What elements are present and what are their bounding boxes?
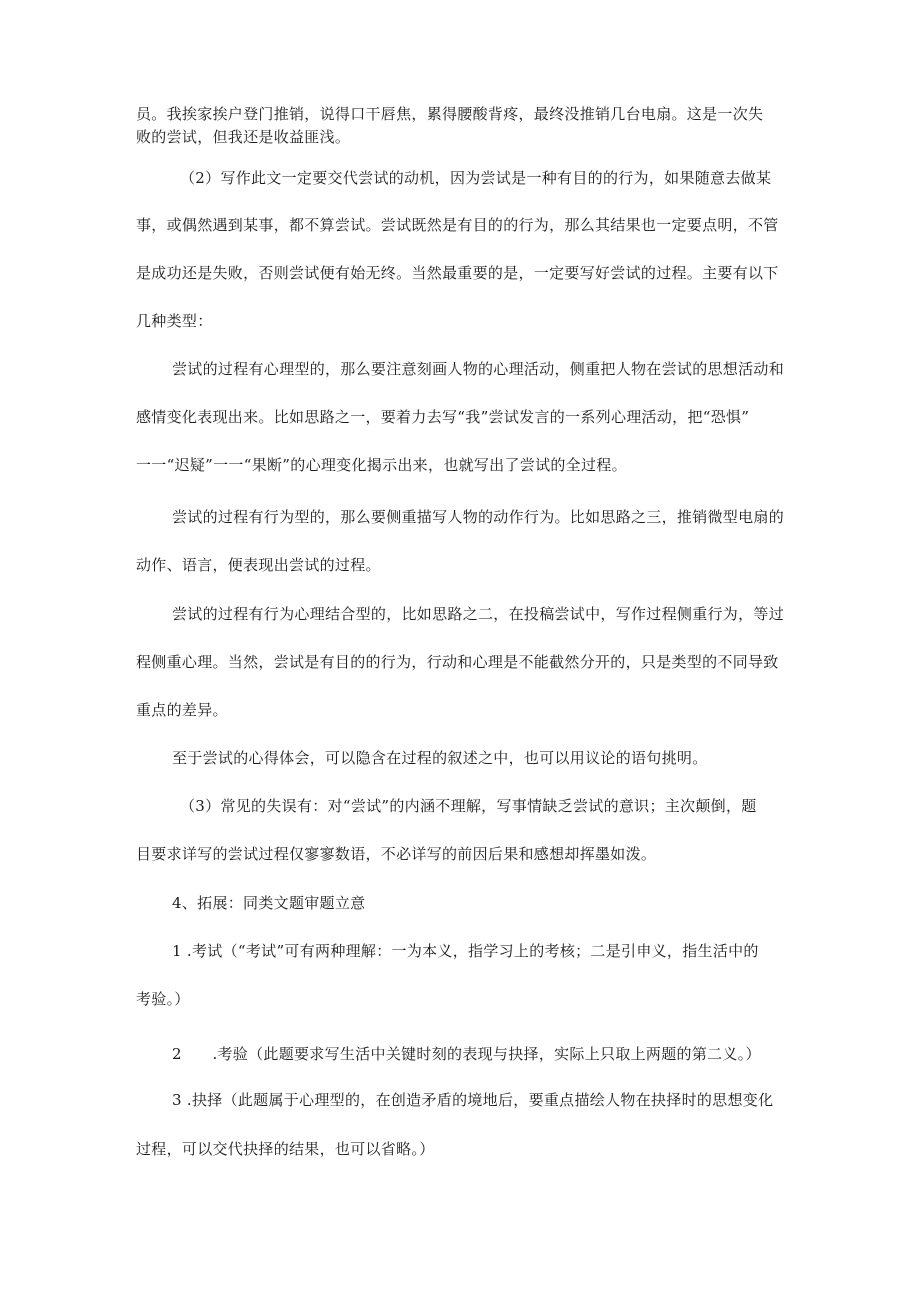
text-line: 尝试的过程有心理型的，那么要注意刻画人物的心理活动，侧重把人物在尝试的思想活动和 bbox=[172, 360, 785, 378]
text-line: 动作、语言，便表现出尝试的过程。 bbox=[136, 556, 381, 574]
list-item: 1 .考试（“考试”可有两种理解：一为本义，指学习上的考核；二是引申义，指生活中的 bbox=[172, 942, 759, 960]
text-line: 考验。） bbox=[136, 990, 190, 1008]
text-line: 员。我挨家挨户登门推销，说得口干唇焦，累得腰酸背疼，最终没推销几台电扇。这是一次失 bbox=[136, 105, 764, 123]
text-line: 尝试的过程有行为型的，那么要侧重描写人物的动作行为。比如思路之三，推销微型电扇的 bbox=[172, 508, 785, 526]
list-item: 3 .抉择（此题属于心理型的，在创造矛盾的境地后，要重点描绘人物在抉择时的思想变化 bbox=[172, 1091, 774, 1109]
text-line: 一一“迟疑”一一“果断”的心理变化揭示出来，也就写出了尝试的全过程。 bbox=[136, 456, 627, 474]
list-item: 2 .考验（此题要求写生活中关键时刻的表现与抉择，实际上只取上两题的第二义。） bbox=[172, 1045, 761, 1063]
text-line: 事，或偶然遇到某事，都不算尝试。尝试既然是有目的的行为，那么其结果也一定要点明，不管 bbox=[136, 216, 779, 234]
text-line: 重点的差异。 bbox=[136, 701, 228, 719]
text-line: 败的尝试，但我还是收益匪浅。 bbox=[136, 128, 351, 146]
text-line: 至于尝试的心得体会，可以隐含在过程的叙述之中，也可以用议论的语句挑明。 bbox=[172, 749, 708, 767]
text-line: 过程，可以交代抉择的结果，也可以省略。） bbox=[136, 1140, 435, 1158]
section-heading: 4、拓展：同类文题审题立意 bbox=[172, 894, 366, 912]
text-line: （3）常见的失误有：对“尝试”的内涵不理解，写事情缺乏尝试的意识；主次颠倒，题 bbox=[180, 797, 757, 815]
text-line: 目要求详写的尝试过程仅寥寥数语，不必详写的前因后果和感想却挥墨如泼。 bbox=[136, 845, 657, 863]
text-line: 感情变化表现出来。比如思路之一，要着力去写“我”尝试发言的一系列心理活动，把“恐惧” bbox=[136, 408, 750, 426]
text-line: 是成功还是失败，否则尝试便有始无终。当然最重要的是，一定要写好尝试的过程。主要有以下 bbox=[136, 264, 779, 282]
text-line: 程侧重心理。当然，尝试是有目的的行为，行动和心理是不能截然分开的，只是类型的不同导致 bbox=[136, 653, 779, 671]
text-line: 尝试的过程有行为心理结合型的，比如思路之二，在投稿尝试中，写作过程侧重行为，等过 bbox=[172, 605, 785, 623]
text-line: （2）写作此文一定要交代尝试的动机，因为尝试是一种有目的的行为，如果随意去做某 bbox=[180, 169, 772, 187]
text-line: 几种类型： bbox=[136, 312, 213, 330]
